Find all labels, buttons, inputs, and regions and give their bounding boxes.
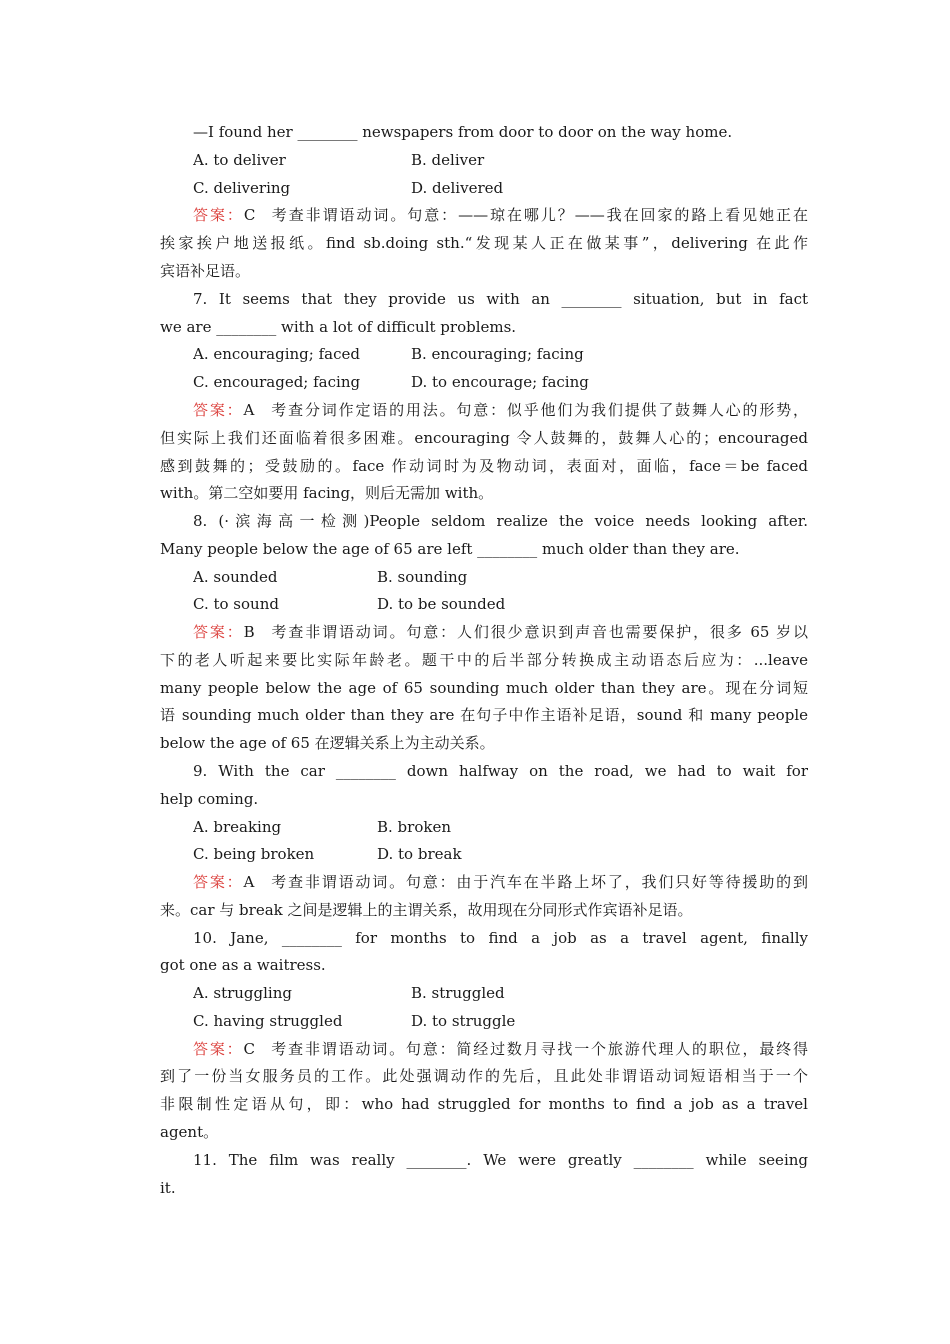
q10-option-d: D. to struggle (411, 1012, 516, 1030)
q11-stem-2: it. (160, 1179, 176, 1197)
q7-option-b: B. encouraging; facing (411, 345, 584, 363)
q10-option-b: B. struggled (411, 984, 505, 1002)
q7-explanation-3: 感到鼓舞的；受鼓励的。face 作动词时为及物动词，表面对，面临，face＝be faced (160, 457, 808, 475)
q9-option-d: D. to break (377, 845, 462, 863)
q6-option-d: D. delivered (411, 179, 504, 197)
q8-answer-label: 答案： (193, 623, 244, 641)
q7-options-row-1 (193, 341, 808, 369)
q9-answer-line-1 (193, 869, 808, 897)
q10-explanation-2: 到了一份当女服务员的工作。此处强调动作的先后，且此处非谓语动词短语相当于一个 (160, 1067, 808, 1085)
q7-option-a: A. encouraging; faced (193, 345, 360, 363)
q7-stem-2: we are ________ with a lot of difficult problems. (160, 318, 517, 336)
q6-options-row-2 (193, 175, 808, 203)
q8-explanation-5: below the age of 65 在逻辑关系上为主动关系。 (160, 734, 495, 752)
q10-explanation-4: agent。 (160, 1123, 219, 1141)
q6-answer-letter: C (243, 206, 256, 224)
q9-answer-label: 答案： (193, 873, 244, 891)
q10-answer-line-1 (193, 1036, 808, 1064)
q7-answer-line-1 (193, 397, 808, 425)
q10-options-row-1 (193, 980, 808, 1008)
q6-explanation-1: 考查非谓语动词。句意：——琼在哪儿？——我在回家的路上看见她正在 (269, 206, 808, 224)
q8-option-d: D. to be sounded (377, 595, 506, 613)
q6-answer-label: 答案： (193, 206, 244, 224)
q6-option-b: B. deliver (411, 151, 485, 169)
q7-answer-label: 答案： (193, 401, 244, 419)
q9-options-row-2 (193, 841, 808, 869)
q7-option-d: D. to encourage; facing (411, 373, 589, 391)
q6-explanation-3: 宾语补足语。 (160, 262, 251, 280)
q7-stem-1: 7. It seems that they provide us with an ________ situation, but in fact (193, 290, 808, 308)
q10-option-c: C. having struggled (193, 1012, 343, 1030)
q7-explanation-1: 考查分词作定语的用法。句意：似乎他们为我们提供了鼓舞人心的形势， (269, 401, 808, 419)
q6-option-c: C. delivering (193, 179, 291, 197)
q8-answer-letter: B (243, 623, 255, 641)
q6-answer-line-1 (193, 202, 808, 230)
q7-answer-letter: A (243, 401, 255, 419)
q10-stem-2: got one as a waitress. (160, 956, 326, 974)
q6-explanation-2: 挨家挨户地送报纸。find sb.doing sth.“发现某人正在做某事”，delivering 在此作 (160, 234, 808, 252)
q9-stem-2: help coming. (160, 790, 259, 808)
q9-option-c: C. being broken (193, 845, 315, 863)
q10-answer-label: 答案： (193, 1040, 244, 1058)
q10-explanation-3: 非限制性定语从句，即：who had struggled for months to find a job as a travel (160, 1095, 808, 1113)
q8-explanation-2: 下的老人听起来要比实际年龄老。题干中的后半部分转换成主动语态后应为：...leave (160, 651, 808, 669)
q8-stem-2: Many people below the age of 65 are left ________ much older than they are. (160, 540, 740, 558)
q9-option-b: B. broken (377, 818, 451, 836)
q8-option-c: C. to sound (193, 595, 279, 613)
q11-stem-1: 11. The film was really ________. We were greatly ________ while seeing (193, 1151, 808, 1169)
q8-explanation-1: 考查非谓语动词。句意：人们很少意识到声音也需要保护，很多 65 岁以 (269, 623, 808, 641)
q10-stem-1: 10. Jane, ________ for months to find a job as a travel agent, finally (193, 929, 808, 947)
q8-options-row-2 (193, 591, 808, 619)
q7-explanation-4: with。第二空如要用 facing，则后无需加 with。 (160, 484, 494, 502)
q8-stem-1: 8. (·滨海高一检测)People seldom realize the voice needs looking after. (193, 512, 808, 530)
q6-stem: —I found her ________ newspapers from door to door on the way home. (193, 123, 733, 141)
q10-options-row-2 (193, 1008, 808, 1036)
q8-answer-line-1 (193, 619, 808, 647)
q8-option-b: B. sounding (377, 568, 468, 586)
q8-explanation-3: many people below the age of 65 sounding much older than they are。现在分词短 (160, 679, 808, 697)
q6-option-a: A. to deliver (193, 151, 286, 169)
q8-explanation-4: 语 sounding much older than they are 在句子中作主语补足语，sound 和 many people (160, 706, 808, 724)
q10-option-a: A. struggling (193, 984, 292, 1002)
q7-options-row-2 (193, 369, 808, 397)
q10-explanation-1: 考查非谓语动词。句意：简经过数月寻找一个旅游代理人的职位，最终得 (269, 1040, 808, 1058)
q8-option-a: A. sounded (193, 568, 278, 586)
q10-answer-letter: C (243, 1040, 255, 1058)
q9-options-row-1 (193, 814, 808, 842)
q9-option-a: A. breaking (193, 818, 282, 836)
q9-explanation-2: 来。car 与 break 之间是逻辑上的主谓关系，故用现在分同形式作宾语补足语。 (160, 901, 693, 919)
q7-explanation-2: 但实际上我们还面临着很多困难。encouraging 令人鼓舞的，鼓舞人心的；encouraged (160, 429, 808, 447)
q9-answer-letter: A (243, 873, 255, 891)
q6-options-row-1 (193, 147, 808, 175)
q8-options-row-1 (193, 564, 808, 592)
q9-explanation-1: 考查非谓语动词。句意：由于汽车在半路上坏了，我们只好等待援助的到 (269, 873, 808, 891)
q9-stem-1: 9. With the car ________ down halfway on the road, we had to wait for (193, 762, 808, 780)
q7-option-c: C. encouraged; facing (193, 373, 361, 391)
